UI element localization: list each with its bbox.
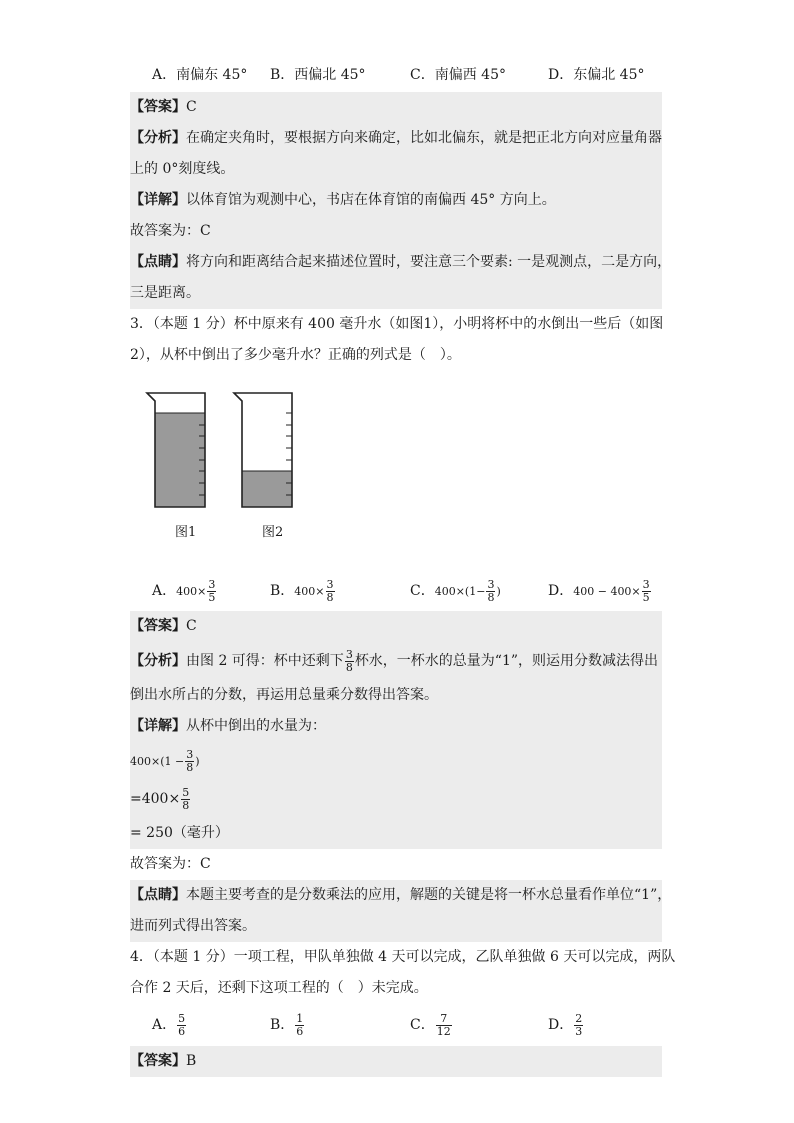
q3-option-a: A．400× $\frac{3}{5}$ [152, 577, 216, 604]
q4-option-d: D． $\frac{2}{3}$ [548, 1011, 583, 1038]
fraction: $\frac{3}{5}$ [208, 577, 216, 604]
q2-option-b: B．西偏北 45° [270, 67, 366, 83]
q3-figure [130, 371, 662, 571]
fraction: $\frac{3}{8}$ [487, 577, 495, 604]
q3-comment-cont: 进而列式得出答案。 [130, 911, 662, 942]
fraction: $\frac{3}{8}$ [345, 647, 353, 674]
q3-options [130, 571, 662, 611]
measuring-cups-illustration [145, 391, 345, 541]
q3-option-b: B．400× $\frac{3}{8}$ [270, 577, 334, 604]
q2-options [130, 58, 662, 92]
q2-option-c: C．南偏西 45° [410, 67, 506, 83]
fraction: $\frac{3}{8}$ [186, 747, 194, 774]
fraction: $\frac{5}{6}$ [178, 1011, 186, 1038]
q3-step-3: = 250（毫升） [130, 818, 662, 849]
fraction: $\frac{5}{8}$ [182, 785, 190, 812]
fraction: $\frac{2}{3}$ [575, 1011, 583, 1038]
q3-final-answer: 故答案为：C [130, 856, 211, 872]
cup1-water [155, 413, 205, 507]
q4-stem: 4．（本题 1 分）一项工程，甲队单独做 4 天可以完成，乙队单独做 6 天可以完成，两队 [130, 949, 676, 965]
q3-stem: 3．（本题 1 分）杯中原来有 400 毫升水（如图1），小明将杯中的水倒出一些后（如图 [130, 316, 664, 332]
figure-1-caption: 图1 [175, 525, 197, 540]
q4-answer: 【答案】B [130, 1046, 662, 1077]
fraction: $\frac{7}{12}$ [436, 1011, 451, 1038]
q2-detail: 【详解】以体育馆为观测中心，书店在体育馆的南偏西 45° 方向上。 [130, 185, 662, 216]
fraction: $\frac{1}{6}$ [296, 1011, 304, 1038]
q2-answer: 【答案】C [130, 92, 662, 123]
q4-option-c: C． $\frac{7}{12}$ [410, 1011, 451, 1038]
q2-comment: 【点睛】将方向和距离结合起来描述位置时，要注意三个要素: 一是观测点，二是方向， [130, 247, 662, 278]
q2-option-d: D．东偏北 45° [548, 67, 645, 83]
q2-option-a: A．南偏东 45° [152, 67, 248, 83]
document-page [130, 58, 676, 1077]
q3-option-d: D．400 − 400× $\frac{3}{5}$ [548, 577, 650, 604]
q2-analysis: 【分析】在确定夹角时，要根据方向来确定，比如北偏东，就是把正北方向对应量角器 [130, 123, 662, 154]
fraction: $\frac{3}{5}$ [642, 577, 650, 604]
q3-analysis: 【分析】由图 2 可得：杯中还剩下 $\frac{3}{8}$ 杯水，一杯水的总量为“1”，则运用分数减法得出 [130, 642, 662, 680]
q4-option-a: A． $\frac{5}{6}$ [152, 1011, 186, 1038]
q2-comment-cont: 三是距离。 [130, 278, 662, 309]
q3-answer: 【答案】C [130, 611, 662, 642]
cup2-ticks [286, 413, 292, 495]
q4-stem-cont: 合作 2 天后，还剩下这项工程的（ ）未完成。 [130, 980, 428, 996]
q3-detail: 【详解】从杯中倒出的水量为： [130, 711, 662, 742]
q4-option-b: B． $\frac{1}{6}$ [270, 1011, 304, 1038]
cup2-water [242, 471, 292, 507]
q3-step-1: 400×(1 − $\frac{3}{8}$ ) [130, 742, 662, 780]
q3-step-2: =400× $\frac{5}{8}$ [130, 780, 662, 818]
fraction: $\frac{3}{8}$ [326, 577, 334, 604]
q3-comment: 【点睛】本题主要考查的是分数乘法的应用，解题的关键是将一杯水总量看作单位“1”， [130, 880, 662, 911]
q4-options [130, 1004, 662, 1046]
q3-option-c: C．400×(1− $\frac{3}{8}$ ) [410, 577, 501, 604]
q2-final-answer: 故答案为：C [130, 216, 662, 247]
q3-analysis-cont: 倒出水所占的分数，再运用总量乘分数得出答案。 [130, 680, 662, 711]
q3-stem-cont: 2），从杯中倒出了多少毫升水？正确的列式是（ ）。 [130, 347, 461, 363]
figure-2-caption: 图2 [262, 525, 284, 540]
q2-analysis-cont: 上的 0°刻度线。 [130, 154, 662, 185]
